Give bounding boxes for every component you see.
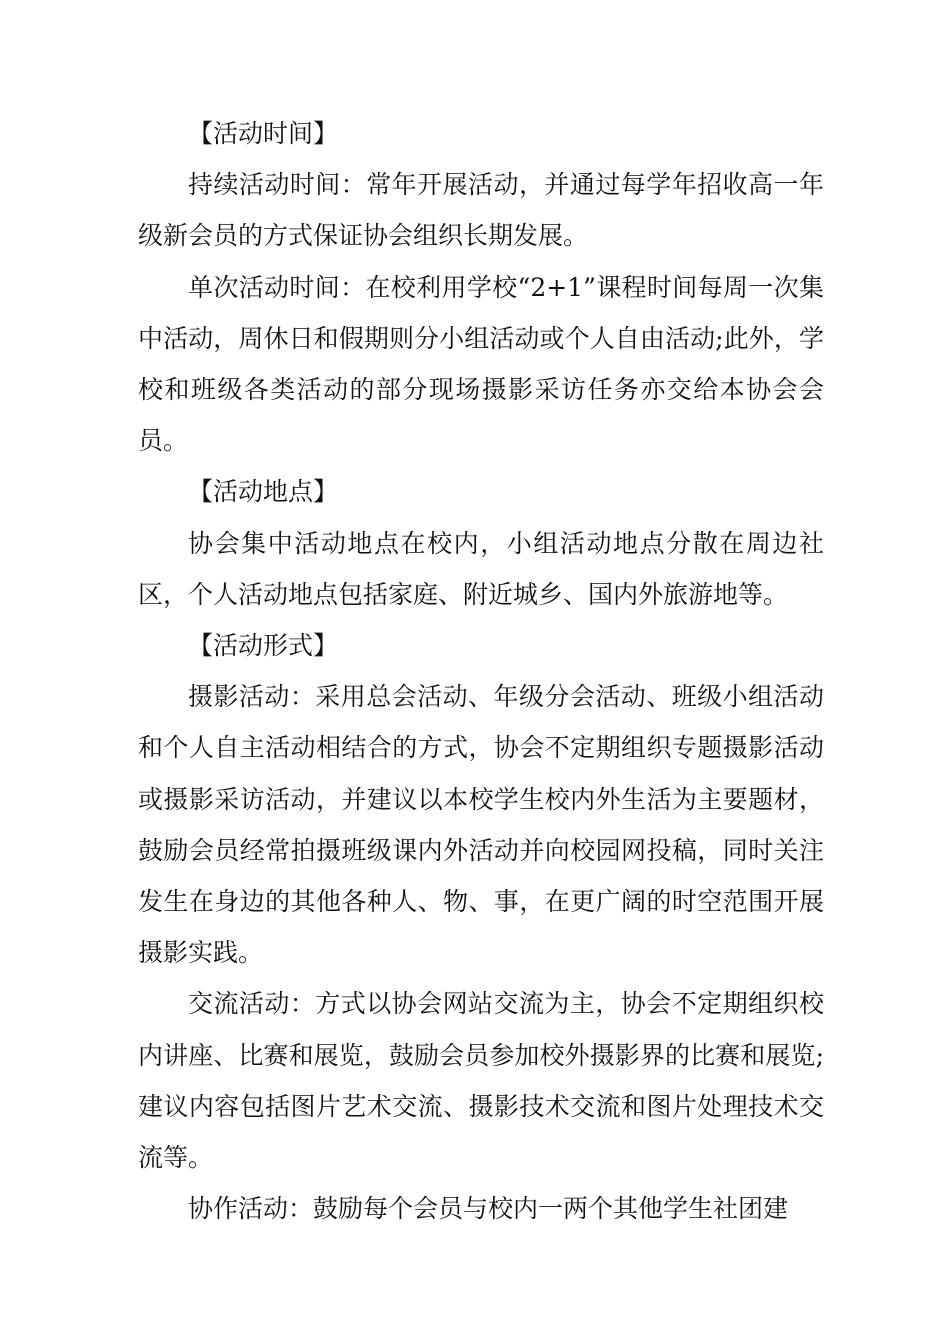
- document-page: [138, 108, 824, 1234]
- paragraph-continuous-time: 持续活动时间：常年开展活动，并通过每学年招收高一年级新会员的方式保证协会组织长期发展。: [138, 170, 824, 251]
- paragraph-cooperation: 协作活动：鼓励每个会员与校内一两个其他学生社团建: [188, 1194, 789, 1224]
- section-heading-time: 【活动时间】: [188, 119, 339, 148]
- paragraph-photography: 摄影活动：采用总会活动、年级分会活动、班级小组活动和个人自主活动相结合的方式，协会不定期组织专题摄影活动或摄影采访活动，并建议以本校学生校内外生活为主要题材，鼓励会员经常拍摄班级课内外活动并向校园网投稿，同时关注发生在身边的其他各种人、物、事，在更广阔的时空范围开展摄影实践。: [138, 682, 824, 968]
- paragraph-location: 协会集中活动地点在校内，小组活动地点分散在周边社区，个人活动地点包括家庭、附近城乡、国内外旅游地等。: [138, 528, 824, 609]
- section-heading-location: 【活动地点】: [188, 477, 339, 507]
- paragraph-exchange: 交流活动：方式以协会网站交流为主，协会不定期组织校内讲座、比赛和展览，鼓励会员参加校外摄影界的比赛和展览;建议内容包括图片艺术交流、摄影技术交流和图片处理技术交流等。: [138, 989, 824, 1173]
- section-heading-form: 【活动形式】: [188, 631, 339, 661]
- paragraph-single-time: 单次活动时间：在校利用学校“2+1”课程时间每周一次集中活动，周休日和假期则分小组活动或个人自由活动;此外，学校和班级各类活动的部分现场摄影采访任务亦交给本协会会员。: [138, 272, 824, 456]
